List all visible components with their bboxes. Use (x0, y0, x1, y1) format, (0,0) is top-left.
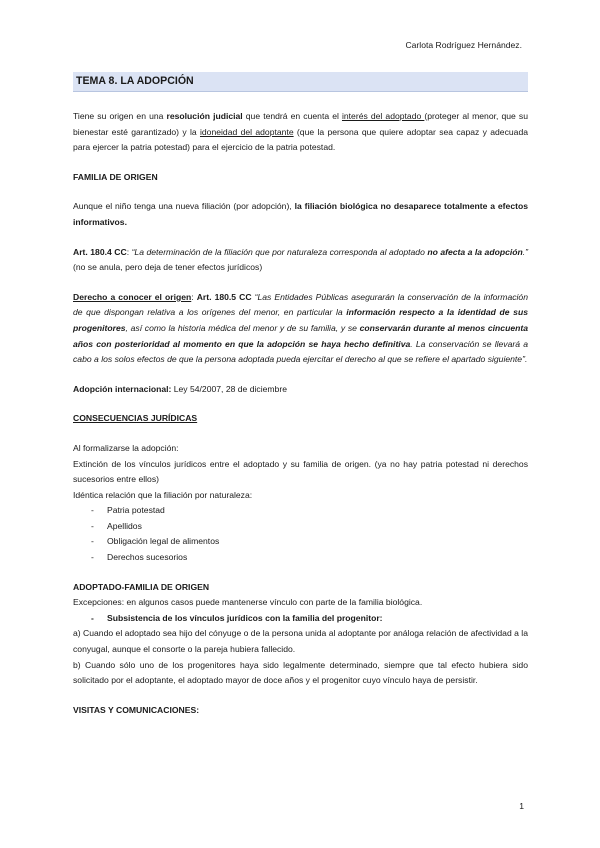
document-body (73, 72, 528, 718)
page-title: TEMA 8. LA ADOPCIÓN (73, 72, 528, 92)
consecuencias-line-3: Idéntica relación que la filiación por naturaleza: (73, 489, 253, 500)
subsistencia-heading: - Subsistencia de los vínculos jurídicos con la familia del progenitor: (91, 612, 383, 623)
consecuencias-line-1: Al formalizarse la adopción: (73, 442, 179, 453)
section-heading-visitas: VISITAS Y COMUNICACIONES: (73, 704, 200, 715)
author-header: Carlota Rodríguez Hernández. (405, 40, 522, 50)
art-180-4-paragraph: Art. 180.4 CC: “La determinación de la filiación que por naturaleza corresponda al adoptado no afecta a la adopción.” (no se anula, pero deja de tener efectos jurídicos) (73, 246, 528, 273)
excepciones-line: Excepciones: en algunos casos puede mantenerse vínculo con parte de la familia biológica. (73, 597, 423, 608)
consecuencias-line-2: Extinción de los vínculos jurídicos entre el adoptado y su familia de origen. (ya no hay patria potestad ni derechos sucesorios entre ellos) (73, 458, 528, 485)
case-b-paragraph: b) Cuando sólo uno de los progenitores haya sido legalmente determinado, siempre que tal efecto hubiera sido solicitado por el adoptante, el adoptado mayor de doce años y el progenitor cuyo vínculo haya de persistir. (73, 659, 528, 686)
familia-origen-paragraph: Aunque el niño tenga una nueva filiación (por adopción), la filiación biológica no desaparece totalmente a efectos informativos. (73, 201, 528, 227)
section-heading-familia-origen: FAMILIA DE ORIGEN (73, 171, 158, 182)
section-heading-consecuencias: CONSECUENCIAS JURÍDICAS (73, 413, 198, 424)
list-item: - Derechos sucesorios (91, 550, 528, 566)
list-item: - Obligación legal de alimentos (91, 534, 528, 550)
intro-paragraph: Tiene su origen en una resolución judicial que tendrá en cuenta el interés del adoptado (proteger al menor, que su bienestar esté garantizado) y la idoneidad del adoptante (que la persona que quiere adoptar sea capaz y adecuada para ejercer la patria potestad) para el ejercicio de la patria potestad. (73, 111, 528, 153)
adopcion-internacional-line: Adopción internacional: Ley 54/2007, 28 de diciembre (73, 383, 287, 394)
case-a-paragraph: a) Cuando el adoptado sea hijo del cónyuge o de la persona unida al adoptante por análoga relación de afectividad a la conyugal, aunque el consorte o la pareja hubiera fallecido. (73, 628, 528, 655)
list-item: - Patria potestad (91, 503, 528, 519)
derecho-origen-paragraph: Derecho a conocer el origen: Art. 180.5 CC “Las Entidades Públicas asegurarán la conservación de la información de que dispongan relativa a los orígenes del menor, en particular la información respecto a la identidad de sus progenitores, así como la historia médica del menor y de su familia, y se conservarán durante al menos cincuenta años con posterioridad al momento en que la adopción se haya hecho definitiva. La conservación se llevará a cabo a los solos efectos de que la persona adoptada pueda ejercitar el derecho al que se refiere el apartado siguiente”. (73, 291, 528, 365)
section-heading-adoptado-familia: ADOPTADO-FAMILIA DE ORIGEN (73, 581, 210, 592)
page-number: 1 (519, 801, 524, 811)
list-item: - Apellidos (91, 519, 528, 535)
consecuencias-list (73, 503, 528, 565)
